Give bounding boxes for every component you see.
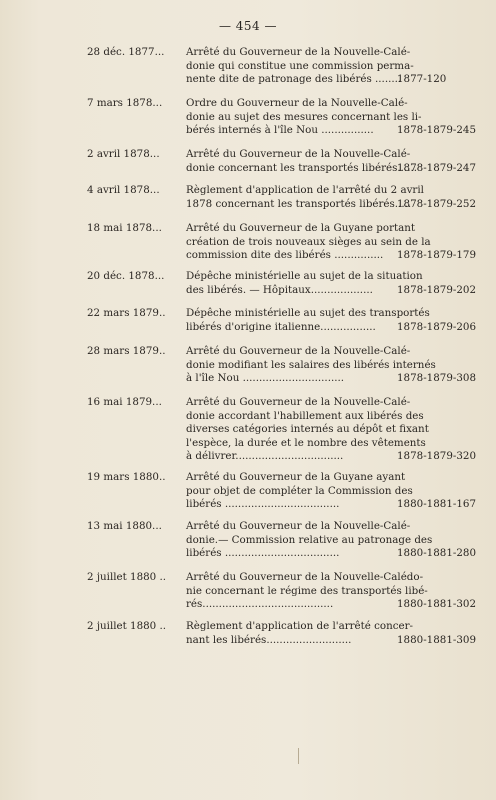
entry-line: commission dite des libérés ............... xyxy=(186,249,384,262)
entry-date: 13 mai 1880... xyxy=(87,520,162,532)
entry-text xyxy=(186,620,414,647)
entry-reference: 1880-1881-280 xyxy=(397,547,477,559)
entry-date: 19 mars 1880.. xyxy=(87,471,166,483)
entry-line: Dépêche ministérielle au sujet de la situation xyxy=(186,270,423,282)
entry-text xyxy=(186,222,431,263)
entry-reference: 1878-1879-247 xyxy=(397,162,477,174)
entry-date: 16 mai 1879... xyxy=(87,396,162,408)
entry-line: donie qui constitue une commission perma- xyxy=(186,59,414,72)
entry-line: des libérés. — Hôpitaux................... xyxy=(186,283,373,296)
page-number: — 454 — xyxy=(218,19,278,33)
entry-line: libérés ................................... xyxy=(186,498,340,511)
entry-line: Arrêté du Gouverneur de la Nouvelle-Calé- xyxy=(186,46,411,58)
entry-reference: 1878-1879-179 xyxy=(397,249,477,261)
entry-line: Règlement d'application de l'arrêté du 2 avril xyxy=(186,184,424,196)
entry-line: nie concernant le régime des transportés libé- xyxy=(186,584,428,597)
entry-line: Arrêté du Gouverneur de la Nouvelle-Calé- xyxy=(186,396,411,408)
entry-reference: 1880-1881-302 xyxy=(397,598,477,610)
entry-reference: 1878-1879-202 xyxy=(397,284,477,296)
entry-text xyxy=(186,345,436,386)
entry-date: 2 juillet 1880 .. xyxy=(87,620,167,632)
entry-line: nant les libérés.......................... xyxy=(186,633,352,646)
entry-line: libérés d'origine italienne................. xyxy=(186,320,376,333)
entry-date: 2 juillet 1880 .. xyxy=(87,571,167,583)
entry-line: donie modifiant les salaires des libérés internés xyxy=(186,358,436,371)
entry-line: diverses catégories internés au dépôt et fixant xyxy=(186,423,429,436)
entry-line: Arrêté du Gouverneur de la Nouvelle-Calé- xyxy=(186,345,411,357)
entry-line: à l'île Nou ............................... xyxy=(186,372,345,385)
entry-line: Arrêté du Gouverneur de la Nouvelle-Calédo- xyxy=(186,571,424,583)
entry-text xyxy=(186,97,422,138)
entry-line: donie accordant l'habillement aux libérés des xyxy=(186,409,424,422)
entry-line: Arrêté du Gouverneur de la Nouvelle-Calé- xyxy=(186,520,411,532)
entry-date: 22 mars 1879.. xyxy=(87,307,166,319)
entry-line: Dépêche ministérielle au sujet des transportés xyxy=(186,307,430,319)
entry-line: nente dite de patronage des libérés ........ xyxy=(186,73,402,86)
entry-line: l'espèce, la durée et le nombre des vêtements xyxy=(186,436,426,449)
entry-line: libérés ................................... xyxy=(186,547,340,560)
entry-text xyxy=(186,520,433,561)
entry-text xyxy=(186,184,424,211)
entry-line: création de trois nouveaux sièges au sein de la xyxy=(186,235,431,248)
entry-reference: 1880-1881-167 xyxy=(397,498,477,510)
entry-text xyxy=(186,46,414,87)
entry-reference: 1880-1881-309 xyxy=(397,634,477,646)
entry-line: donie.— Commission relative au patronage des xyxy=(186,533,433,546)
entry-line: Arrêté du Gouverneur de la Nouvelle-Calé- xyxy=(186,148,411,160)
entry-reference: 1878-1879-320 xyxy=(397,450,477,462)
entry-text xyxy=(186,148,418,175)
entry-reference: 1878-1879-206 xyxy=(397,321,477,333)
entry-line: donie au sujet des mesures concernant les li- xyxy=(186,110,422,123)
entry-date: 7 mars 1878... xyxy=(87,97,163,109)
entry-line: Arrêté du Gouverneur de la Guyane portant xyxy=(186,222,416,234)
entry-line: Arrêté du Gouverneur de la Guyane ayant xyxy=(186,471,406,483)
entry-reference: 1878-1879-252 xyxy=(397,198,477,210)
entry-line: bérés internés à l'île Nou ................ xyxy=(186,124,374,137)
entry-reference: 1878-1879-245 xyxy=(397,124,477,136)
entry-text xyxy=(186,396,429,464)
entry-date: 2 avril 1878... xyxy=(87,148,160,160)
entry-line: à délivrer................................. xyxy=(186,450,344,463)
entry-date: 28 mars 1879.. xyxy=(87,345,166,357)
entry-line: Règlement d'application de l'arrêté concer- xyxy=(186,620,414,632)
entry-text xyxy=(186,307,430,334)
entry-line: Ordre du Gouverneur de la Nouvelle-Calé- xyxy=(186,97,408,109)
entry-date: 4 avril 1878... xyxy=(87,184,160,196)
entry-reference: 1877-120 xyxy=(397,73,447,85)
entry-line: rés........................................ xyxy=(186,598,334,611)
entry-date: 28 déc. 1877... xyxy=(87,46,165,58)
entry-line: donie concernant les transportés libérés...... xyxy=(186,161,418,174)
paper-mark xyxy=(298,748,299,764)
entry-date: 20 déc. 1878... xyxy=(87,270,165,282)
entry-reference: 1878-1879-308 xyxy=(397,372,477,384)
entry-line: pour objet de compléter la Commission des xyxy=(186,484,413,497)
entry-text xyxy=(186,471,413,512)
entry-date: 18 mai 1878... xyxy=(87,222,162,234)
entry-text xyxy=(186,571,428,612)
entry-line: 1878 concernant les transportés libérés..... xyxy=(186,197,412,210)
entry-text xyxy=(186,270,423,297)
